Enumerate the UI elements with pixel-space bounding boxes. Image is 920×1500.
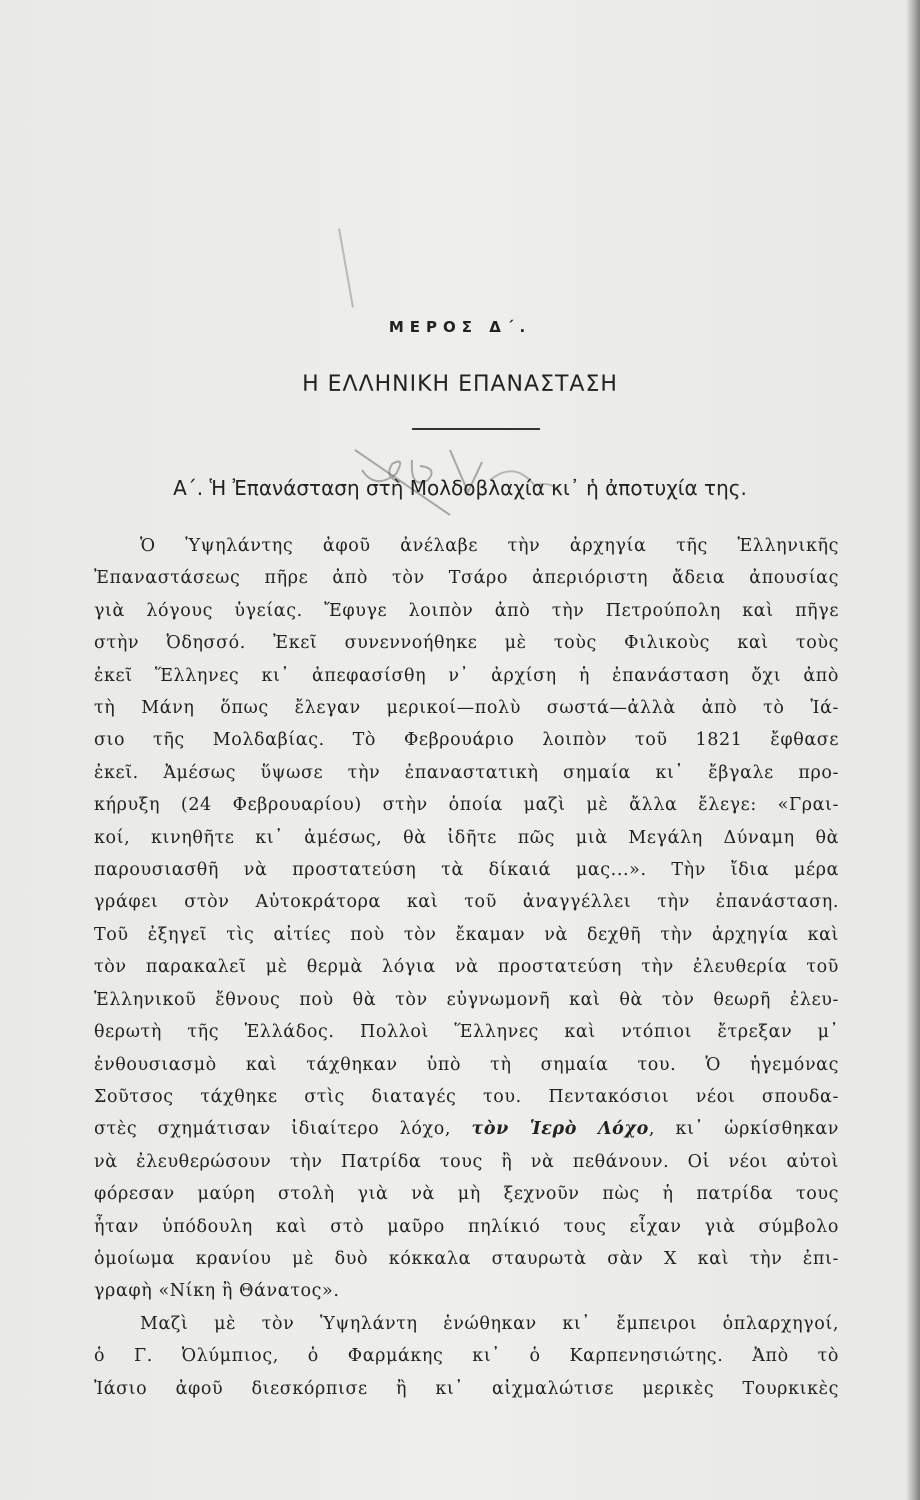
emphasized-term: τὸν Ἱερὸ Λόχο	[471, 1119, 649, 1140]
text-line: νὰ ἐλευθερώσουν τὴν Πατρίδα τους ἢ νὰ πεθάνουν. Οἱ νέοι αὐτοὶ	[94, 1151, 839, 1172]
text-line: ἐκεῖ Ἕλληνες κι᾿ ἀπεφασίσθη ν᾿ ἀρχίση ἡ ἐπανάσταση ὄχι ἀπὸ	[94, 665, 839, 686]
text-line-with-emphasis: στὲς σχημάτισαν ἰδιαίτερο λόχο, τὸν Ἱερὸ Λόχο, κι᾿ ὡρκίσθηκαν	[94, 1119, 839, 1140]
handwritten-annotation	[300, 420, 570, 530]
text-line: παρουσιασθῆ νὰ προστατεύση τὰ δίκαιά μας...». Τὴν ἴδια μέρα	[94, 860, 839, 881]
page-edge-shadow	[906, 0, 920, 1500]
text-line: ὁ Γ. Ὀλύμπιος, ὁ Φαρμάκης κι᾿ ὁ Καρπενησιώτης. Ἀπὸ τὸ	[94, 1346, 839, 1367]
body-text	[94, 530, 839, 1405]
text-line: γιὰ λόγους ὑγείας. Ἔφυγε λοιπὸν ἀπὸ τὴν Πετρούπολη καὶ πῆγε	[94, 600, 839, 621]
text-line: ἐνθουσιασμὸ καὶ τάχθηκαν ὑπὸ τὴ σημαία του. Ὁ ἡγεμόνας	[94, 1054, 839, 1075]
pencil-mark	[338, 228, 354, 307]
text-line: Ὁ Ὑψηλάντης ἀφοῦ ἀνέλαβε τὴν ἀρχηγία τῆς Ἑλληνικῆς	[140, 536, 839, 556]
text-line: ἦταν ὑπόδουλη καὶ στὸ μαῦρο πηλίκιό τους εἶχαν γιὰ σύμβολο	[94, 1216, 839, 1237]
text-line: κοί, κινηθῆτε κι᾿ ἀμέσως, θὰ ἰδῆτε πῶς μιὰ Μεγάλη Δύναμη θὰ	[94, 827, 839, 848]
text-line: ὁμοίωμα κρανίου μὲ δυὸ κόκκαλα σταυρωτὰ σὰν Χ καὶ τὴν ἐπι-	[94, 1248, 839, 1269]
text-line: κήρυξη (24 Φεβρουαρίου) στὴν ὁποία μαζὶ μὲ ἄλλα ἔλεγε: «Γραι-	[94, 795, 839, 816]
text-line: τὴ Μάνη ὅπως ἔλεγαν μερικοί—πολὺ σωστά—ἀλλὰ ἀπὸ τὸ Ἰά-	[94, 698, 839, 719]
text-line: στὴν Ὀδησσό. Ἐκεῖ συνεννοήθηκε μὲ τοὺς Φιλικοὺς καὶ τοὺς	[94, 633, 839, 654]
text-line: Σοῦτσος τάχθηκε στὶς διαταγές του. Πεντακόσιοι νέοι σπουδα-	[94, 1086, 839, 1107]
text-line: θερωτὴ τῆς Ἑλλάδος. Πολλοὶ Ἕλληνες καὶ ντόπιοι ἔτρεξαν μ᾿	[94, 1022, 839, 1043]
text-line: φόρεσαν μαύρη στολὴ γιὰ νὰ μὴ ξεχνοῦν πὼς ἡ πατρίδα τους	[94, 1184, 839, 1205]
text-line: γράφει στὸν Αὐτοκράτορα καὶ τοῦ ἀναγγέλλει τὴν ἐπανάσταση.	[94, 892, 839, 913]
text-line: γραφὴ «Νίκη ἢ Θάνατος».	[94, 1281, 340, 1302]
part-title: ΜΕΡΟΣ Δ΄.	[388, 318, 532, 336]
text-line: Ἑλληνικοῦ ἔθνους ποὺ θὰ τὸν εὐγνωμονῆ καὶ θὰ τὸν θεωρῆ ἐλευ-	[94, 989, 839, 1010]
text-fragment: στὲς σχημάτισαν ἰδιαίτερο λόχο,	[94, 1119, 452, 1140]
text-line: ἐκεῖ. Ἀμέσως ὕψωσε τὴν ἐπαναστατικὴ σημαία κι᾿ ἔβγαλε προ-	[94, 762, 839, 783]
text-line: Ἰάσιο ἀφοῦ διεσκόρπισε ἢ κι᾿ αἰχμαλώτισε μερικὲς Τουρκικὲς	[94, 1378, 839, 1399]
text-line: Μαζὶ μὲ τὸν Ὑψηλάντη ἑνώθηκαν κι᾿ ἔμπειροι ὁπλαρχηγοί,	[140, 1313, 839, 1334]
paragraph-1	[94, 530, 839, 1308]
text-line: σιο τῆς Μολδαβίας. Τὸ Φεβρουάριο λοιπὸν τοῦ 1821 ἔφθασε	[94, 730, 839, 751]
main-title: Η ΕΛΛΗΝΙΚΗ ΕΠΑΝΑΣΤΑΣΗ	[302, 372, 618, 397]
text-line: Ἐπαναστάσεως πῆρε ἀπὸ τὸν Τσάρο ἀπεριόριστη ἄδεια ἀπουσίας	[94, 568, 839, 589]
text-fragment: κι᾿ ὡρκίσθηκαν	[675, 1119, 839, 1140]
text-line: Τοῦ ἐξηγεῖ τὶς αἰτίες ποὺ τὸν ἔκαμαν νὰ δεχθῆ τὴν ἀρχηγία καὶ	[94, 924, 839, 945]
text-line: τὸν παρακαλεῖ μὲ θερμὰ λόγια νὰ προστατεύση τὴν ἐλευθερία τοῦ	[94, 957, 839, 978]
chapter-heading: Α΄. Ἡ Ἐπανάσταση στὴ Μολδοβλαχία κι᾿ ἡ ἀποτυχία της.	[173, 476, 747, 500]
paragraph-2	[94, 1308, 839, 1405]
